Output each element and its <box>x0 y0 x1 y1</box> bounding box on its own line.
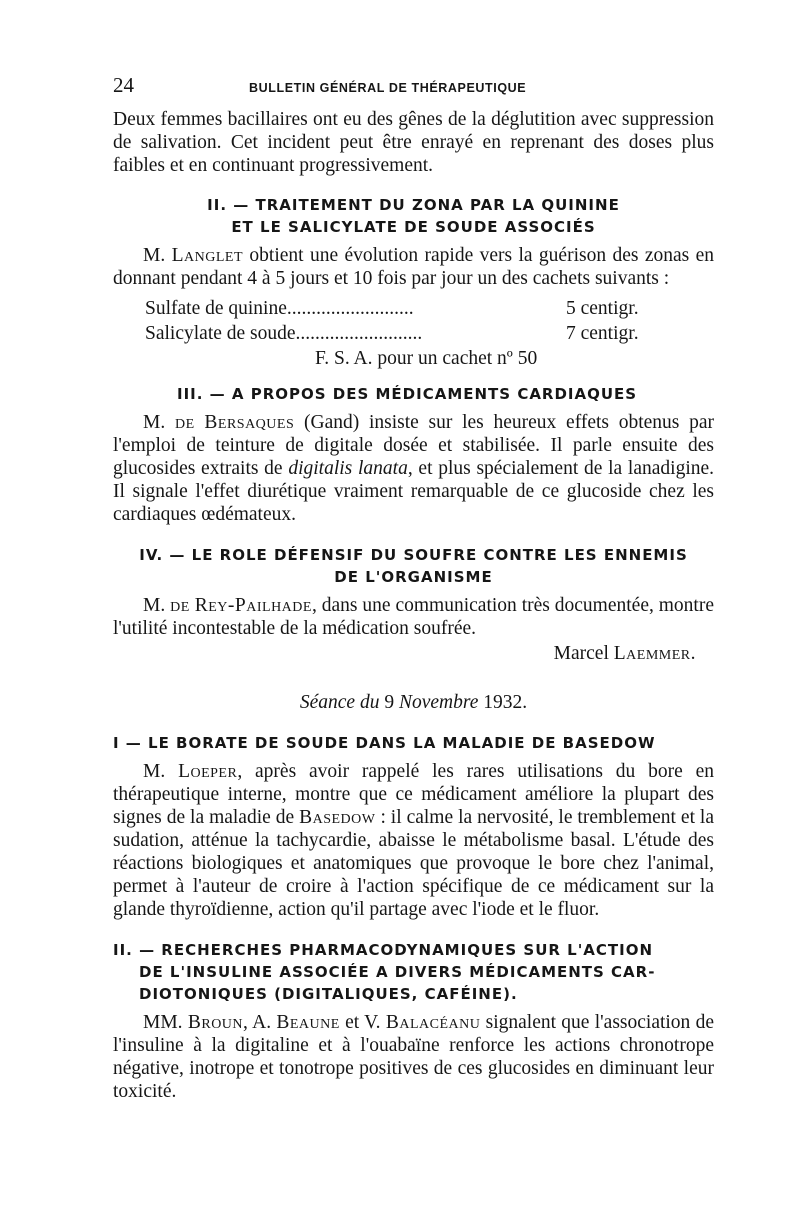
section-6-paragraph <box>113 1011 714 1103</box>
author-bersaques: Bersaques <box>204 412 295 433</box>
section-5-text-1: , après avoir rappelé les rares utilisations du bore en thérapeutique interne, montre que ce médicament améliore la plupart des signes de la maladie de <box>113 761 714 828</box>
recipe-item-qty: 5 centigr. <box>566 298 639 319</box>
author-loeper: Loeper <box>178 761 238 782</box>
recipe-item-name: Sulfate de quinine <box>145 298 287 319</box>
section-4-m: M. <box>143 595 166 616</box>
section-3-heading: III. — A PROPOS DES MÉDICAMENTS CARDIAQUES <box>177 385 638 403</box>
section-6-heading <box>113 939 714 1005</box>
particle-de: de <box>174 412 195 433</box>
intro-paragraph: Deux femmes bacillaires ont eu des gênes de la déglutition avec suppression de salivation. Cet incident peut être enrayé en reprenant des doses plus faibles et en continuant progressivement. <box>113 109 714 176</box>
section-5-heading: I — LE BORATE DE SOUDE DANS LA MALADIE DE BASEDOW <box>113 734 656 752</box>
particle-de: de <box>170 595 190 616</box>
section-6-title-line-3: DIOTONIQUES (DIGITALIQUES, CAFÉINE). <box>139 985 518 1003</box>
recipe-note: F. S. A. pour un cachet nº 50 <box>315 348 538 369</box>
section-6-title-line-1: II. — RECHERCHES PHARMACODYNAMIQUES SUR L'ACTION <box>113 941 654 959</box>
author-beaune: Beaune <box>276 1012 340 1033</box>
section-4-title-line-1: IV. — LE ROLE DÉFENSIF DU SOUFRE CONTRE LES ENNEMIS <box>139 546 688 564</box>
section-3-m: M. <box>143 412 166 433</box>
section-2-heading <box>113 194 714 238</box>
section-4-title-line-2: DE L'ORGANISME <box>334 568 493 586</box>
recipe-item-dots: .......................... <box>295 323 423 344</box>
section-6-title-line-2: DE L'INSULINE ASSOCIÉE A DIVERS MÉDICAMENTS CAR- <box>139 963 656 981</box>
section-6-a: , A. <box>243 1012 272 1033</box>
section-3-paragraph <box>113 411 714 526</box>
author-balaceanu: Balacéanu <box>385 1012 481 1033</box>
author-broun: Broun <box>187 1012 244 1033</box>
section-2-title-line-1: II. — TRAITEMENT DU ZONA PAR LA QUININE <box>207 196 620 214</box>
seance-month: Novembre <box>398 692 479 713</box>
section-5-m: M. <box>143 761 166 782</box>
author-langlet: Langlet <box>171 245 244 266</box>
section-4-text: , dans une communication très documentée, montre l'utilité incontestable de la médication soufrée. <box>113 595 714 639</box>
section-2-paragraph <box>113 244 714 290</box>
section-2-m: M. <box>143 245 166 266</box>
section-5-text-2: : il calme la nervosité, le tremblement et la sudation, atténue la tachycardie, abaisse le métabolisme basal. L'étude des réactions biologiques et anatomiques que provoque le bore chez l'animal, permet à l'auteur de croire à l'action spécifique de ce médicament sur la glande thyroïdienne, action qu'il partage avec l'iode et le fluor. <box>113 807 715 920</box>
section-6-mm: MM. <box>143 1012 183 1033</box>
seance-prefix: Séance du <box>299 692 380 713</box>
section-4-paragraph <box>113 594 714 640</box>
seance-day: 9 <box>384 692 395 713</box>
recipe-block <box>145 296 714 371</box>
signature <box>113 642 696 665</box>
digitalis-lanata: digitalis lanata <box>288 458 408 479</box>
section-3-text-2: , et plus spécialement de la lanadigine. Il signale l'effet diurétique vraiment remarquable de ce glucoside chez les cardiaques œdémateux. <box>113 458 715 525</box>
section-2-title-line-2: ET LE SALICYLATE DE SOUDE ASSOCIÉS <box>231 218 596 236</box>
section-6-et: et V. <box>345 1012 381 1033</box>
recipe-item-qty: 7 centigr. <box>566 323 639 344</box>
section-4-heading <box>113 544 714 588</box>
seance-year: 1932. <box>483 692 528 713</box>
section-5-paragraph <box>113 760 714 921</box>
running-title: BULLETIN GÉNÉRAL DE THÉRAPEUTIQUE <box>249 81 527 95</box>
page-number: 24 <box>113 73 134 97</box>
recipe-item <box>145 321 652 346</box>
seance-heading <box>113 691 714 714</box>
recipe-item-name: Salicylate de soude <box>145 323 296 344</box>
signature-last-name: Laemmer. <box>613 643 696 664</box>
section-6-text: signalent que l'association de l'insuline à la digitaline et à l'ouabaïne renforce les actions chronotrope négative, inotrope et tonotrope positives de ces glucosides en diminuant leur toxicité. <box>113 1012 714 1102</box>
recipe-item <box>145 296 652 321</box>
signature-first-name: Marcel <box>553 643 609 664</box>
section-2-text: obtient une évolution rapide vers la guérison des zonas en donnant pendant 4 à 5 jours et 10 fois par jour un des cachets suivants : <box>113 245 715 289</box>
recipe-item-dots: .......................... <box>286 298 414 319</box>
page-header <box>113 74 714 98</box>
author-rey-pailhade: Rey-Pailhade <box>194 595 312 616</box>
section-3-text-1: (Gand) insiste sur les heureux effets obtenus par l'emploi de teinture de digitale dosée et stabilisée. Il parle ensuite des glucosides extraits de <box>113 412 715 479</box>
basedow-name: Basedow <box>299 807 376 828</box>
